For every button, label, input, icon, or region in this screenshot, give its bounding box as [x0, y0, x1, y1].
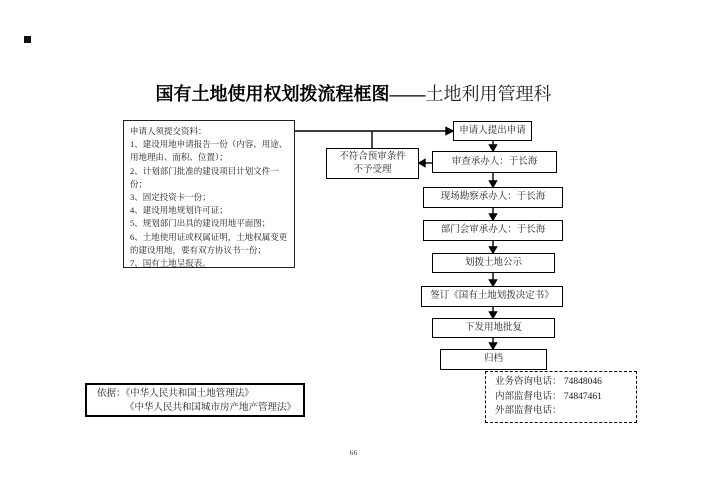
reject-line-2: 不予受理 — [353, 164, 392, 175]
materials-item-6: 6、土地使用证或权属证明，土地权属变更的建设用地，要有双方协议书一份； — [130, 231, 288, 255]
materials-item-2: 2、计划部门批准的建设项目计划文件一份； — [130, 165, 279, 189]
flow-step-sign-decision: 签订《国有土地划拨决定书》 — [421, 286, 563, 307]
title-main: 国有土地使用权划拨流程框图—— — [155, 84, 426, 104]
legal-basis-box — [85, 383, 305, 417]
legal-basis-line-2: 《中华人民共和国城市房产地产管理法》 — [125, 403, 297, 413]
contact-phone-box — [485, 371, 637, 423]
flow-step-reject — [326, 148, 419, 179]
materials-box — [123, 120, 295, 268]
contact-internal-phone: 内部监督电话： 74847461 — [495, 391, 602, 402]
contact-external-phone: 外部监督电话： — [495, 406, 562, 416]
flow-step-joint-review: 部门会审承办人：于长海 — [423, 220, 563, 241]
flow-step-approval: 下发用地批复 — [432, 318, 555, 338]
page-number: 66 — [349, 448, 358, 457]
flow-step-publicity: 划拨土地公示 — [432, 253, 555, 273]
materials-item-1: 1、建设用地申请报告一份（内容、用途、用地理由、面积、位置）； — [130, 139, 288, 163]
flow-step-archive: 归档 — [440, 349, 547, 370]
materials-item-3: 3、固定投资卡一份； — [130, 192, 211, 203]
contact-consult-phone: 业务咨询电话： 74848046 — [495, 377, 602, 387]
flow-step-apply: 申请人提出申请 — [453, 121, 532, 141]
materials-item-5: 5、规划部门出具的建设用地平面图； — [130, 218, 271, 229]
materials-heading: 申请人须提交资料： — [130, 126, 207, 136]
arrowhead-apply-left — [446, 128, 453, 135]
arrowhead-reject-right — [419, 160, 425, 167]
title-department: 土地利用管理科 — [425, 84, 552, 104]
legal-basis-line-1: 依据：《中华人民共和国土地管理法》 — [97, 389, 254, 399]
materials-item-7: 7、国有土地呈报表。 — [130, 258, 211, 269]
flow-step-review: 审查承办人：于长海 — [432, 151, 557, 173]
reject-line-1: 不符合预审条件 — [339, 151, 406, 162]
flow-step-site-survey: 现场勘察承办人：于长海 — [423, 187, 563, 208]
materials-item-4: 4、建设用地规划许可证； — [130, 205, 228, 216]
